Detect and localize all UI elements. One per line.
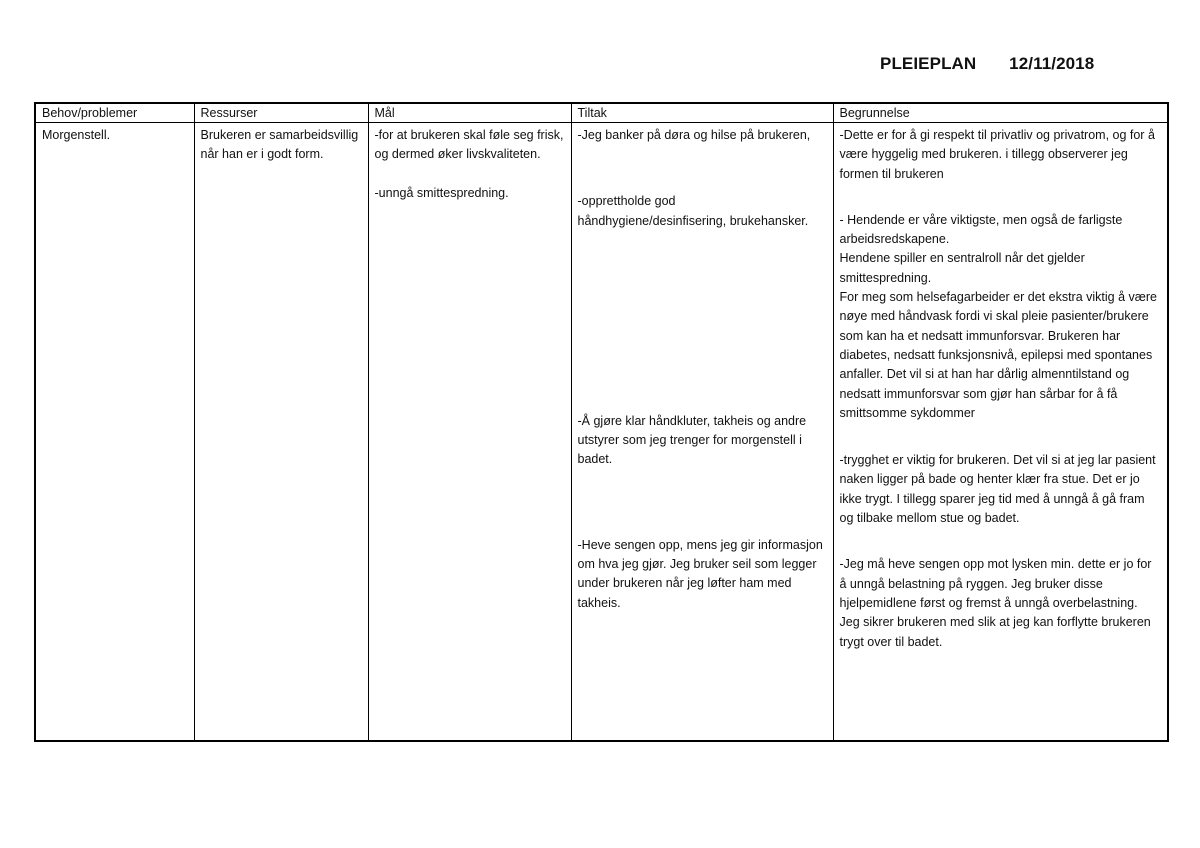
tiltak-item: -Å gjøre klar håndkluter, takheis og andre utstyrer som jeg trenger for morgenstell i badet. <box>577 413 807 467</box>
document-date: 12/11/2018 <box>1009 54 1095 73</box>
column-header-ressurser: Ressurser <box>194 103 368 123</box>
begrunnelse-item: - Hendende er våre viktigste, men også de farligste arbeidsredskapene. <box>839 212 1123 247</box>
tiltak-item: -Heve sengen opp, mens jeg gir informasjon om hva jeg gjør. Jeg bruker seil som legger under brukeren når jeg løfter ham med takheis. <box>577 537 823 610</box>
cell-behov <box>35 123 194 742</box>
column-header-maal: Mål <box>368 103 571 123</box>
column-header-begrunnelse: Begrunnelse <box>833 103 1168 123</box>
tiltak-item: -Jeg banker på døra og hilse på brukeren, <box>577 128 811 142</box>
tiltak-item: -opprettholde god håndhygiene/desinfisering, brukehansker. <box>577 194 809 228</box>
cell-maal <box>368 123 571 742</box>
begrunnelse-item: -Jeg må heve sengen opp mot lysken min. dette er jo for å unngå belastning på ryggen. Jeg bruker disse hjelpemidlene først og fremst å unngå overbelastning. Jeg sikrer brukeren med slik at jeg kan forflytte brukeren trygt over til badet. <box>839 557 1152 649</box>
ressurser-text: Brukeren er samarbeidsvillig når han er i godt form. <box>200 128 359 162</box>
document-title: PLEIEPLAN <box>880 54 977 73</box>
begrunnelse-item: Hendene spiller en sentralroll når det gjelder smittespredning. <box>839 251 1085 285</box>
cell-begrunnelse <box>833 123 1168 742</box>
begrunnelse-item: -trygghet er viktig for brukeren. Det vil si at jeg lar pasient naken ligger på bade og henter klær fra stue. Det er jo ikke trygt. I tillegg sparer jeg tid med å unngå å gå fram og tilbake mellom stue og badet. <box>839 453 1156 526</box>
cell-ressurser <box>194 123 368 742</box>
column-header-tiltak: Tiltak <box>571 103 833 123</box>
maal-item: -for at brukeren skal føle seg frisk, og dermed øker livskvaliteten. <box>374 128 564 162</box>
care-plan-table <box>34 102 1169 742</box>
page-header <box>880 54 1094 74</box>
maal-item: -unngå smittespredning. <box>374 185 509 200</box>
begrunnelse-item: -Dette er for å gi respekt til privatliv og privatrom, og for å være hyggelig med brukeren. i tillegg observerer jeg formen til brukeren <box>839 128 1155 181</box>
table-row <box>35 123 1168 742</box>
cell-tiltak <box>571 123 833 742</box>
column-header-behov: Behov/problemer <box>35 103 194 123</box>
begrunnelse-item: For meg som helsefagarbeider er det ekstra viktig å være nøye med håndvask fordi vi skal pleie pasienter/brukere som kan ha et nedsatt immunforsvar. Brukeren har diabetes, nedsatt funksjonsnivå, epilepsi med spontanes anfaller. Det vil si at han har dårlig almenntilstand og nedsatt immunforsvar som gjør han sårbar for å få smittsomme sykdommer <box>839 290 1157 420</box>
table-header-row <box>35 103 1168 123</box>
behov-text: Morgenstell. <box>42 128 111 142</box>
